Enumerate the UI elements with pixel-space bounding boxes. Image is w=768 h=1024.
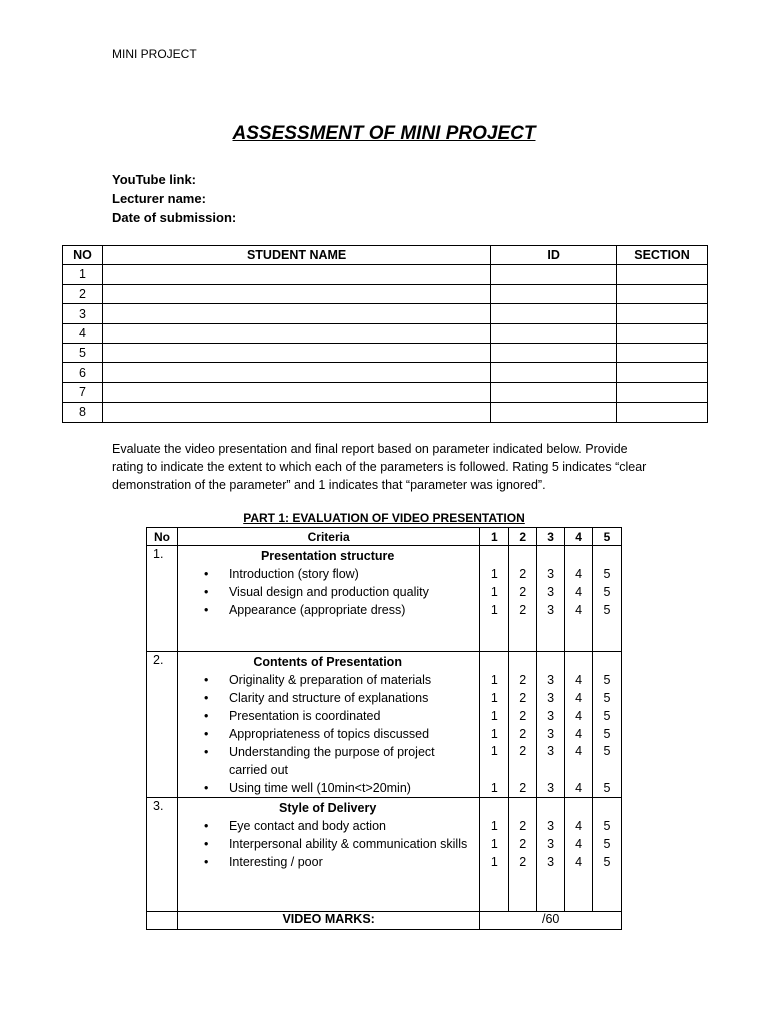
- student-section-cell[interactable]: [617, 343, 708, 363]
- lecturer-name-label: Lecturer name:: [112, 191, 206, 206]
- rating-option[interactable]: 5: [603, 567, 611, 581]
- rating-1-column: [480, 546, 509, 652]
- rating-option[interactable]: 4: [575, 585, 583, 599]
- criteria-cell: [177, 652, 479, 798]
- rating-option[interactable]: 5: [603, 855, 611, 869]
- rating-option[interactable]: 4: [575, 709, 583, 723]
- student-name-cell[interactable]: [102, 343, 490, 363]
- rating-4-column: [565, 546, 593, 652]
- rating-option[interactable]: 3: [547, 837, 555, 851]
- student-id-cell[interactable]: [491, 304, 617, 324]
- rating-3-column: [537, 546, 565, 652]
- rating-1-column: [480, 652, 509, 798]
- rating-option[interactable]: 1: [490, 709, 498, 723]
- student-section-cell[interactable]: [617, 304, 708, 324]
- rating-option[interactable]: 1: [490, 691, 498, 705]
- rating-option[interactable]: 2: [519, 673, 527, 687]
- section-title: Presentation structure: [260, 549, 395, 563]
- row-number: 1: [63, 265, 103, 285]
- student-row: [63, 343, 708, 363]
- student-name-cell[interactable]: [102, 383, 490, 403]
- student-id-cell[interactable]: [491, 284, 617, 304]
- rating-option[interactable]: 3: [547, 709, 555, 723]
- row-number: 6: [63, 363, 103, 383]
- no-header: No: [147, 528, 178, 546]
- criteria-cell: [177, 546, 479, 652]
- student-row: [63, 383, 708, 403]
- section-header: SECTION: [617, 246, 708, 265]
- student-section-cell[interactable]: [617, 383, 708, 403]
- student-name-cell[interactable]: [102, 363, 490, 383]
- rating-option[interactable]: 1: [490, 585, 498, 599]
- criteria-item: • Interesting / poor: [182, 853, 473, 871]
- evaluation-table: [146, 527, 622, 930]
- criteria-item: • Visual design and production quality: [182, 583, 473, 601]
- rating-option[interactable]: 4: [575, 691, 583, 705]
- rating-option[interactable]: 3: [547, 727, 555, 741]
- row-number: 4: [63, 324, 103, 344]
- row-number: 8: [63, 402, 103, 422]
- page-title: ASSESSMENT OF MINI PROJECT: [232, 123, 536, 144]
- student-id-cell[interactable]: [491, 363, 617, 383]
- rating-option[interactable]: 3: [547, 673, 555, 687]
- rating-option[interactable]: 3: [547, 603, 555, 617]
- student-table-body: [63, 265, 708, 423]
- student-row: [63, 265, 708, 285]
- rating-option[interactable]: 3: [547, 781, 555, 795]
- criteria-item: • Eye contact and body action: [182, 817, 473, 835]
- rating-option[interactable]: 2: [519, 691, 527, 705]
- criteria-item: • Presentation is coordinated: [182, 707, 473, 725]
- rating-option[interactable]: 2: [519, 603, 527, 617]
- rating-option[interactable]: 5: [603, 691, 611, 705]
- criteria-item: • Understanding the purpose of project carried out: [182, 743, 473, 779]
- student-id-cell[interactable]: [491, 265, 617, 285]
- video-marks-label: VIDEO MARKS:: [177, 912, 479, 930]
- row-number: 3: [63, 304, 103, 324]
- criteria-item: • Introduction (story flow): [182, 565, 473, 583]
- student-id-cell[interactable]: [491, 402, 617, 422]
- student-section-cell[interactable]: [617, 265, 708, 285]
- criteria-item: • Appropriateness of topics discussed: [182, 725, 473, 743]
- criteria-section: [147, 546, 622, 652]
- rating-option[interactable]: 1: [490, 837, 498, 851]
- student-id-cell[interactable]: [491, 324, 617, 344]
- rating-option[interactable]: 1: [490, 744, 498, 758]
- rating-option[interactable]: 4: [575, 567, 583, 581]
- rating-4-column: [565, 652, 593, 798]
- youtube-link-label: YouTube link:: [112, 172, 197, 187]
- rating-3-column: [537, 798, 565, 912]
- rating-option[interactable]: 3: [547, 855, 555, 869]
- rating-2-column: [509, 546, 537, 652]
- part1-title: PART 1: EVALUATION OF VIDEO PRESENTATION: [243, 511, 525, 525]
- instructions-text: Evaluate the video presentation and final report based on parameter indicated below. Provide rating to indicate the extent to which each of the parameters is followed. Rating 5 indicates “clear demonstration of the parameter” and 1 indicates that “parameter was ignored”.: [112, 442, 647, 492]
- criteria-header: Criteria: [177, 528, 479, 546]
- rating-option[interactable]: 2: [519, 744, 527, 758]
- criteria-list: [182, 817, 473, 871]
- row-number: 2: [63, 284, 103, 304]
- section-number: 3.: [147, 798, 178, 912]
- section-number: 2.: [147, 652, 178, 798]
- submission-date-label: Date of submission:: [112, 210, 237, 225]
- criteria-item: • Appearance (appropriate dress): [182, 601, 473, 619]
- criteria-item: • Using time well (10min<t>20min): [182, 779, 473, 797]
- rating-5-column: [593, 652, 622, 798]
- video-marks-value: /60: [480, 912, 622, 930]
- rating-2-column: [509, 798, 537, 912]
- rating-1-column: [480, 798, 509, 912]
- row-number: 5: [63, 343, 103, 363]
- student-row: [63, 402, 708, 422]
- student-row: [63, 363, 708, 383]
- criteria-cell: [177, 798, 479, 912]
- rating-option[interactable]: 5: [603, 744, 611, 758]
- header-label: MINI PROJECT: [112, 47, 197, 61]
- rating-option[interactable]: 3: [547, 744, 555, 758]
- rating-option[interactable]: 2: [519, 837, 527, 851]
- rating-option[interactable]: 4: [575, 819, 583, 833]
- student-id-cell[interactable]: [491, 343, 617, 363]
- criteria-item: • Originality & preparation of materials: [182, 671, 473, 689]
- rating-option[interactable]: 5: [603, 603, 611, 617]
- student-section-cell[interactable]: [617, 363, 708, 383]
- section-number: 1.: [147, 546, 178, 652]
- rating-option[interactable]: 3: [547, 691, 555, 705]
- rating-option[interactable]: 1: [490, 603, 498, 617]
- rating-option[interactable]: 2: [519, 585, 527, 599]
- rating-5-header: 5: [593, 528, 622, 546]
- student-name-cell[interactable]: [102, 284, 490, 304]
- student-section-cell[interactable]: [617, 284, 708, 304]
- student-name-cell[interactable]: [102, 265, 490, 285]
- rating-option[interactable]: 4: [575, 837, 583, 851]
- rating-option[interactable]: 4: [575, 603, 583, 617]
- criteria-list: [182, 671, 473, 797]
- rating-option[interactable]: 2: [519, 855, 527, 869]
- student-name-header: STUDENT NAME: [102, 246, 490, 265]
- evaluation-table-body: [147, 546, 622, 912]
- student-row: [63, 284, 708, 304]
- video-marks-row: [147, 912, 622, 930]
- video-marks-empty-cell: [147, 912, 178, 930]
- rating-option[interactable]: 5: [603, 781, 611, 795]
- section-title: Contents of Presentation: [253, 655, 402, 669]
- rating-option[interactable]: 5: [603, 585, 611, 599]
- rating-4-column: [565, 798, 593, 912]
- rating-option[interactable]: 1: [490, 819, 498, 833]
- rating-3-column: [537, 652, 565, 798]
- criteria-item: • Interpersonal ability & communication skills: [182, 835, 473, 853]
- student-name-cell[interactable]: [102, 304, 490, 324]
- rating-option[interactable]: 5: [603, 819, 611, 833]
- rating-option[interactable]: 4: [575, 855, 583, 869]
- student-id-cell[interactable]: [491, 383, 617, 403]
- rating-option[interactable]: 2: [519, 727, 527, 741]
- student-row: [63, 324, 708, 344]
- student-section-cell[interactable]: [617, 402, 708, 422]
- rating-option[interactable]: 5: [603, 727, 611, 741]
- form-fields: [112, 170, 236, 227]
- rating-option[interactable]: 4: [575, 673, 583, 687]
- student-name-cell[interactable]: [102, 324, 490, 344]
- rating-5-column: [593, 798, 622, 912]
- rating-option[interactable]: 2: [519, 819, 527, 833]
- rating-option[interactable]: 2: [519, 709, 527, 723]
- evaluation-table-header: [147, 528, 622, 546]
- rating-option[interactable]: 5: [603, 709, 611, 723]
- criteria-section: [147, 652, 622, 798]
- rating-option[interactable]: 3: [547, 567, 555, 581]
- rating-option[interactable]: 3: [547, 585, 555, 599]
- section-title: Style of Delivery: [279, 801, 377, 815]
- rating-3-header: 3: [537, 528, 565, 546]
- student-table: [62, 245, 708, 423]
- rating-option[interactable]: 5: [603, 837, 611, 851]
- rating-option[interactable]: 1: [490, 855, 498, 869]
- id-header: ID: [491, 246, 617, 265]
- rating-option[interactable]: 1: [490, 781, 498, 795]
- rating-4-header: 4: [565, 528, 593, 546]
- criteria-item: • Clarity and structure of explanations: [182, 689, 473, 707]
- rating-2-column: [509, 652, 537, 798]
- rating-1-header: 1: [480, 528, 509, 546]
- rating-option[interactable]: 4: [575, 781, 583, 795]
- criteria-section: [147, 798, 622, 912]
- rating-option[interactable]: 1: [490, 727, 498, 741]
- rating-5-column: [593, 546, 622, 652]
- rating-2-header: 2: [509, 528, 537, 546]
- rating-option[interactable]: 1: [490, 567, 498, 581]
- rating-option[interactable]: 2: [519, 567, 527, 581]
- student-row: [63, 304, 708, 324]
- rating-option[interactable]: 1: [490, 673, 498, 687]
- student-name-cell[interactable]: [102, 402, 490, 422]
- rating-option[interactable]: 3: [547, 819, 555, 833]
- rating-option[interactable]: 4: [575, 727, 583, 741]
- student-table-header: [63, 246, 708, 265]
- criteria-list: [182, 565, 473, 619]
- rating-option[interactable]: 2: [519, 781, 527, 795]
- no-header: NO: [63, 246, 103, 265]
- rating-option[interactable]: 5: [603, 673, 611, 687]
- rating-option[interactable]: 4: [575, 744, 583, 758]
- row-number: 7: [63, 383, 103, 403]
- student-section-cell[interactable]: [617, 324, 708, 344]
